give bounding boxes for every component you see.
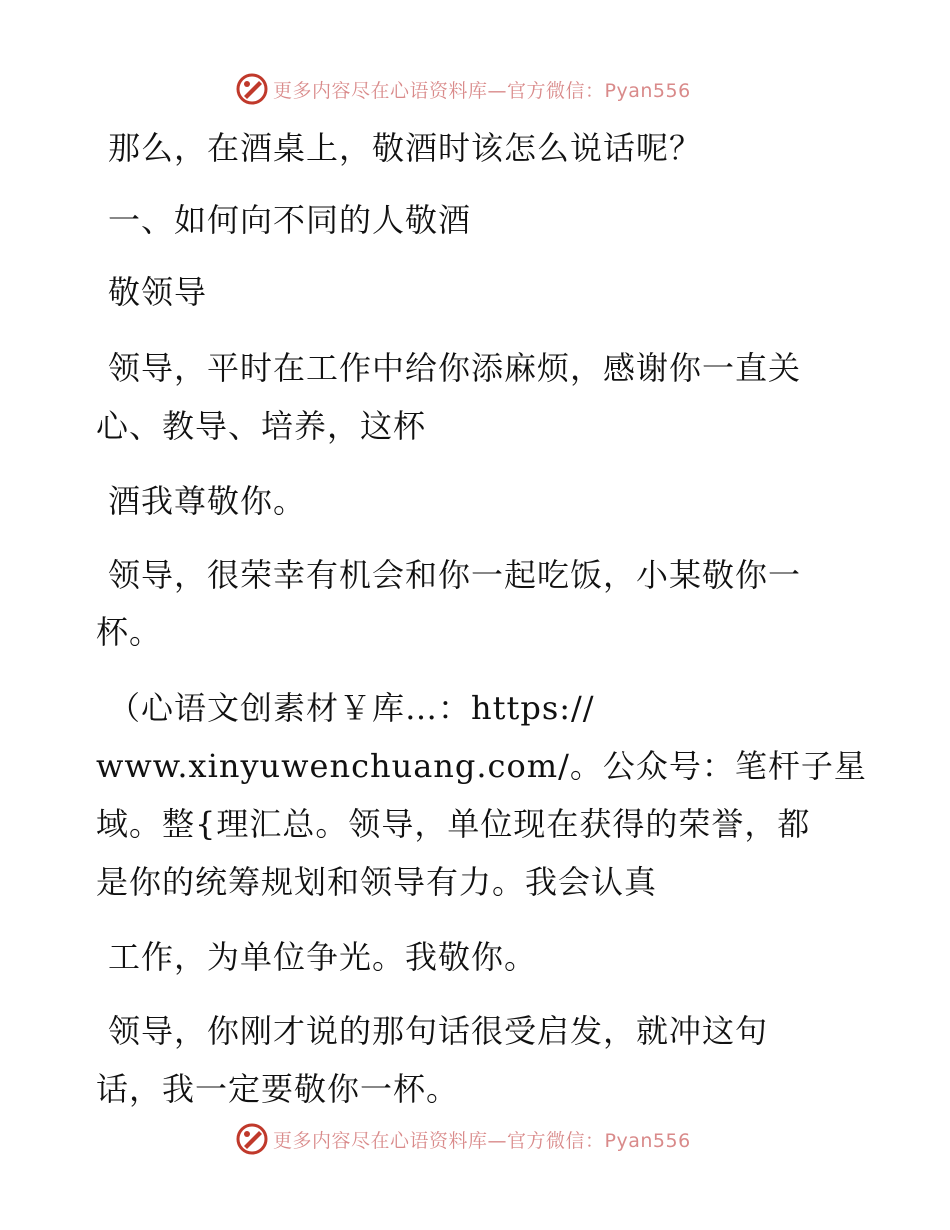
text-line: 杯。 xyxy=(96,613,163,651)
watermark-text: 更多内容尽在心语资料库—官方微信：Pyan556 xyxy=(273,1129,691,1152)
watermark-banner-top xyxy=(235,72,691,106)
watermark-text: 更多内容尽在心语资料库—官方微信：Pyan556 xyxy=(273,79,691,102)
text-line: （心语文创素材￥库…：https:// xyxy=(108,689,595,727)
text-line: 工作，为单位争光。我敬你。 xyxy=(108,938,538,976)
text-line: 话，我一定要敬你一杯。 xyxy=(96,1070,460,1108)
text-line: 领导，平时在工作中给你添麻烦，感谢你一直关 xyxy=(108,349,802,387)
subheading: 敬领导 xyxy=(108,273,208,311)
section-heading: 一、如何向不同的人敬酒 xyxy=(108,201,472,239)
text-line: 域。整{理汇总。领导，单位现在获得的荣誉，都 xyxy=(96,805,811,843)
brand-logo-icon xyxy=(235,1122,269,1156)
text-line: 酒我尊敬你。 xyxy=(108,482,307,520)
text-line: 那么，在酒桌上，敬酒时该怎么说话呢？ xyxy=(108,129,703,167)
text-line: 领导，很荣幸有机会和你一起吃饭，小某敬你一 xyxy=(108,556,802,594)
watermark-banner-bottom xyxy=(235,1122,691,1156)
text-line: www.xinyuwenchuang.com/。公众号：笔杆子星 xyxy=(96,747,867,785)
brand-logo-icon xyxy=(235,72,269,106)
text-line: 心、教导、培养，这杯 xyxy=(96,407,427,445)
text-line: 是你的统筹规划和领导有力。我会认真 xyxy=(96,863,658,901)
text-line: 领导，你刚才说的那句话很受启发，就冲这句 xyxy=(108,1012,769,1050)
